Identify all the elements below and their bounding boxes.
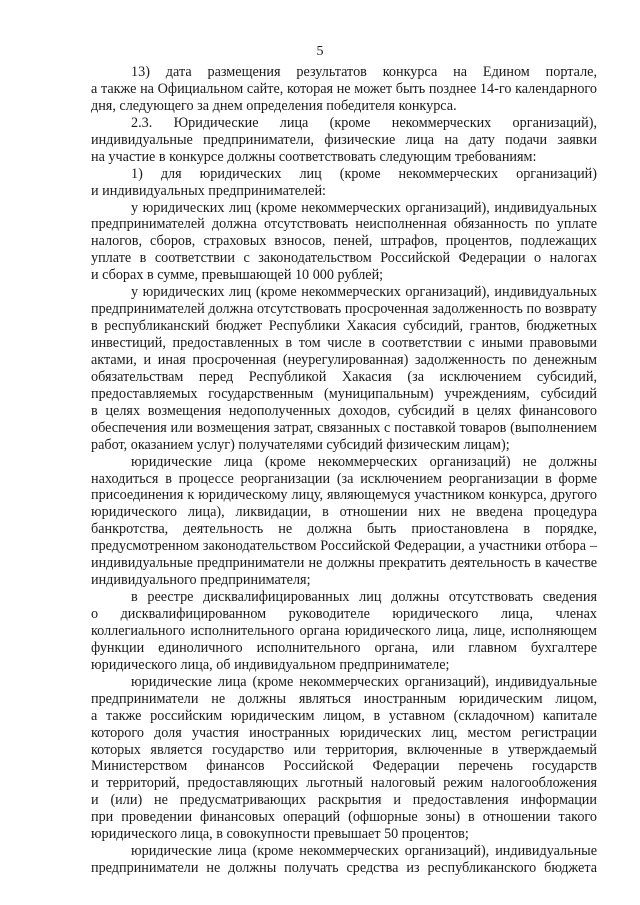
text-line: предоставляемых государственным (муниципальным) учреждениям, субсидий	[91, 385, 597, 402]
text-line: налогов, сборов, страховых взносов, пеней, штрафов, процентов, подлежащих	[91, 233, 597, 250]
text-line: при проведении финансовых операций (офшорные зоны) в отношении такого	[91, 809, 597, 826]
text-line: у юридических лиц (кроме некоммерческих организаций), индивидуальных	[131, 284, 597, 301]
document-body	[91, 64, 597, 877]
text-line: индивидуальные предприниматели, физические лица на дату подачи заявки	[91, 131, 597, 148]
text-line: юридические лица (кроме некоммерческих организаций), индивидуальные	[131, 673, 597, 690]
text-line: банкротства, деятельность не должна быть приостановлена в порядке,	[91, 521, 597, 538]
page-number: 5	[316, 44, 324, 59]
text-line: а также на Официальном сайте, которая не может быть позднее 14-го календарного	[91, 80, 597, 97]
text-line: и индивидуальных предпринимателей:	[91, 182, 326, 199]
text-line: и территорий, предоставляющих льготный налоговый режим налогообложения	[91, 775, 597, 792]
text-line: юридические лица (кроме некоммерческих организаций), индивидуальные	[131, 843, 597, 860]
text-line: предприниматели не должны являться иностранным юридическим лицом,	[91, 690, 597, 707]
text-line: в целях возмещения недополученных доходов, субсидий в целях финансового	[91, 402, 597, 419]
text-line: предусмотренном законодательством Российской Федерации, а участники отбора –	[91, 538, 597, 555]
text-line: находиться в процессе реорганизации (за исключением реорганизации в форме	[91, 470, 597, 487]
text-line: обеспечения или возмещения затрат, связанных с поставкой товаров (выполнением	[91, 419, 597, 436]
text-line: 1) для юридических лиц (кроме некоммерческих организаций)	[131, 165, 597, 182]
text-line: индивидуальные предприниматели не должны прекратить деятельность в качестве	[91, 555, 597, 572]
text-line: и сборах в сумме, превышающей 10 000 рублей;	[91, 267, 384, 284]
text-line: которых является государство или территория, включенные в утверждаемый	[91, 741, 597, 758]
text-line: в реестре дисквалифицированных лиц должны отсутствовать сведения	[131, 589, 597, 606]
text-line: Министерством финансов Российской Федерации перечень государств	[91, 758, 597, 775]
text-line: юридические лица (кроме некоммерческих организаций) не должны	[131, 453, 597, 470]
text-line: которого доля участия иностранных юридических лиц, местом регистрации	[91, 724, 597, 741]
text-line: предприниматели не должны получать средства из республиканского бюджета	[91, 860, 597, 877]
text-line: предпринимателей должна отсутствовать просроченная задолженность по возврату	[91, 301, 597, 318]
text-line: дня, следующего за днем определения победителя конкурса.	[91, 97, 457, 114]
text-line: юридического лица, об индивидуальном предпринимателе;	[91, 656, 450, 673]
text-line: в республиканский бюджет Республики Хакасия субсидий, грантов, бюджетных	[91, 318, 597, 335]
text-line: о дисквалифицированном руководителе юридического лица, членах	[91, 606, 597, 622]
text-line: на участие в конкурсе должны соответствовать следующим требованиям:	[91, 148, 537, 165]
text-line: юридического лица), ликвидации, в отношении них не введена процедура	[91, 504, 597, 521]
text-line: и (или) не предусматривающих раскрытия и предоставления информации	[91, 792, 597, 809]
text-line: работ, оказанием услуг) получателями субсидий физическим лицам);	[91, 436, 510, 453]
text-line: юридического лица, в совокупности превышает 50 процентов;	[91, 826, 469, 843]
text-line: предпринимателей должна отсутствовать неисполненная обязанность по уплате	[91, 216, 597, 233]
text-line: функции единоличного исполнительного органа, или главном бухгалтере	[91, 639, 597, 656]
text-line: индивидуального предпринимателя;	[91, 572, 311, 589]
text-line: 13) дата размещения результатов конкурса на Едином портале,	[131, 64, 597, 80]
text-line: актами, и иная просроченная (неурегулированная) задолженность по денежным	[91, 351, 597, 368]
text-line: обязательствам перед Республикой Хакасия (за исключением субсидий,	[91, 368, 597, 385]
text-line: уплате в соответствии с законодательством Российской Федерации о налогах	[91, 250, 597, 267]
text-line: у юридических лиц (кроме некоммерческих организаций), индивидуальных	[131, 199, 597, 216]
text-line: коллегиального исполнительного органа юридического лица, лице, исполняющем	[91, 622, 597, 639]
text-line: 2.3. Юридические лица (кроме некоммерческих организаций),	[131, 114, 597, 131]
text-line: инвестиций, предоставленных в том числе в соответствии с иными правовыми	[91, 335, 597, 351]
text-line: присоединения к юридическому лицу, являющемуся участником конкурса, другого	[91, 487, 597, 504]
text-line: а также российским юридическим лицом, в уставном (складочном) капитале	[91, 707, 597, 724]
